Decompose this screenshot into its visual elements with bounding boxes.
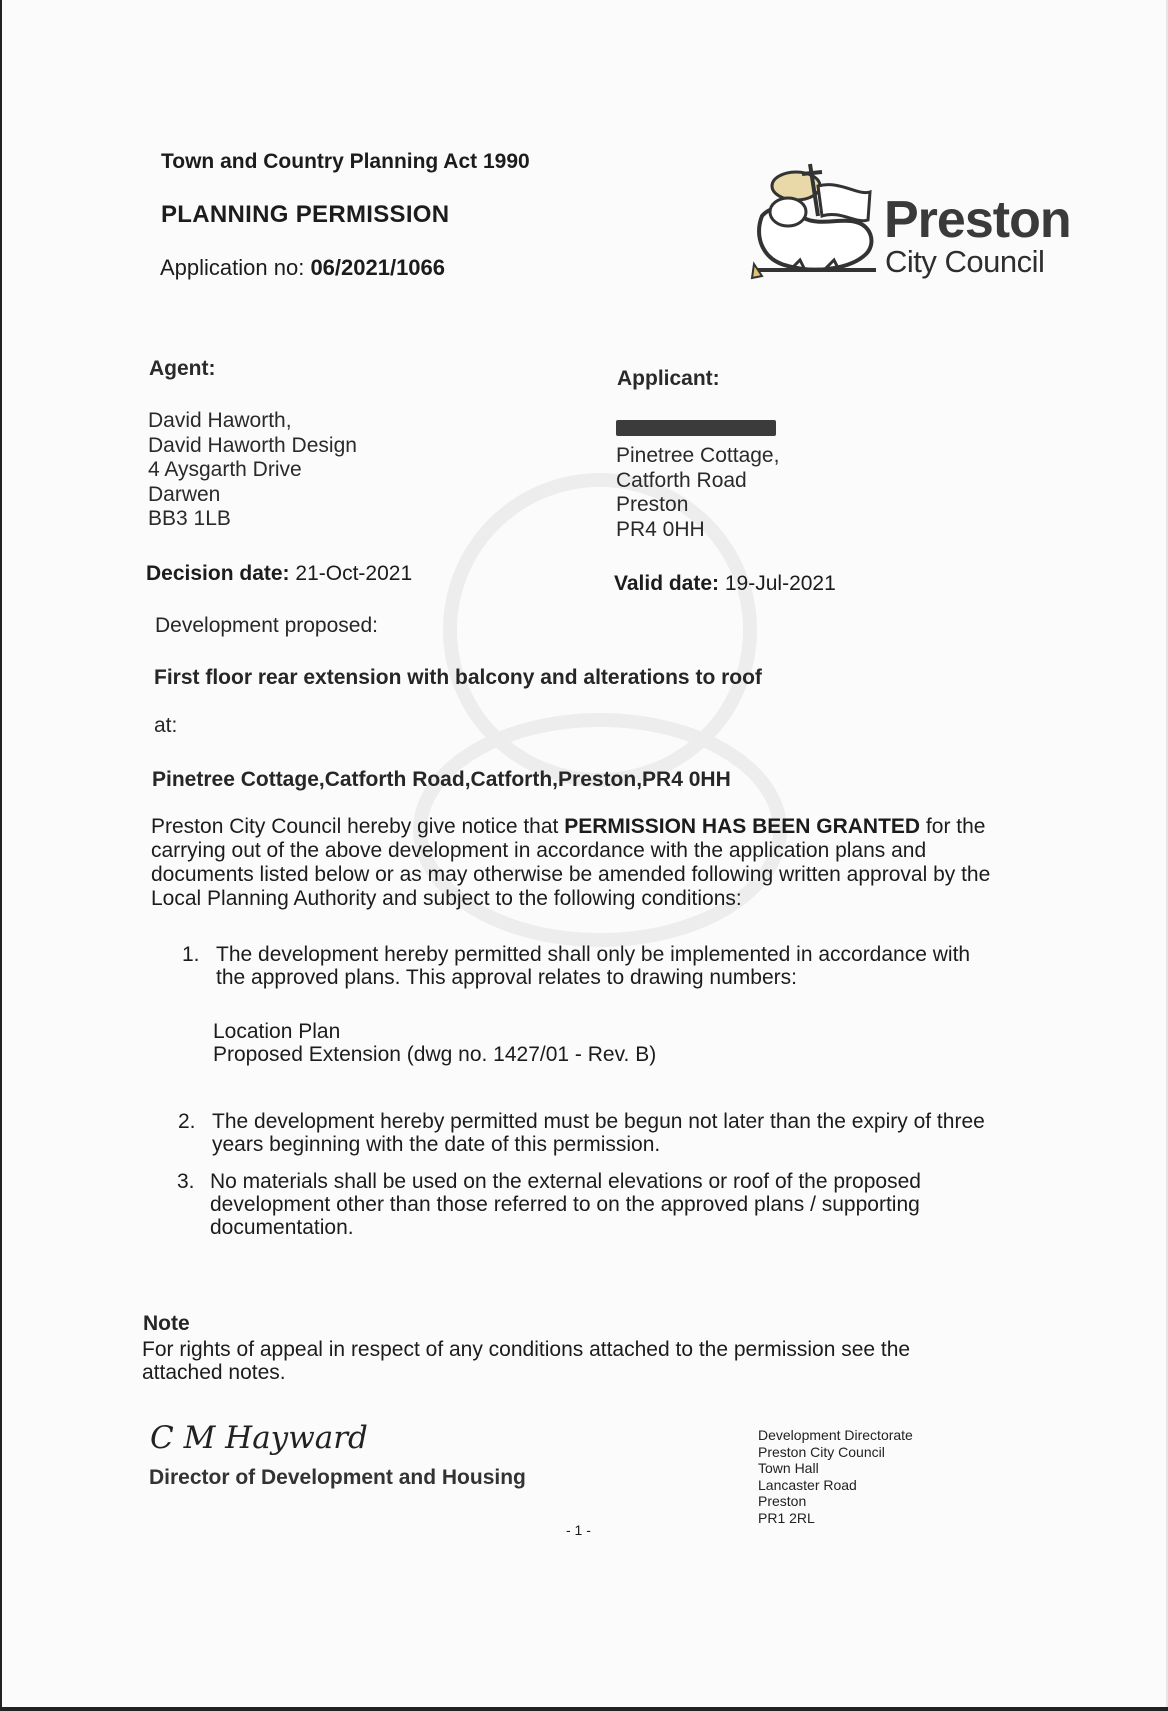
condition-line: The development hereby permitted shall only be implemented in accordance with <box>216 943 971 966</box>
scan-border-left <box>0 0 2 1711</box>
agent-address-line: BB3 1LB <box>148 507 231 530</box>
applicant-address-line: Pinetree Cottage, <box>616 444 780 467</box>
application-number-line <box>160 255 445 281</box>
footer-address <box>758 1427 913 1526</box>
logo-wordmark-city-council: City Council <box>885 244 1045 279</box>
note-heading: Note <box>143 1312 190 1335</box>
agent-address-line: David Haworth Design <box>148 433 357 457</box>
condition-line: documentation. <box>210 1216 354 1239</box>
condition-number: 2. <box>178 1110 196 1133</box>
page-number: - 1 - <box>566 1522 591 1538</box>
note-line: For rights of appeal in respect of any conditions attached to the permission see the <box>142 1338 911 1361</box>
footer-address-line: PR1 2RL <box>758 1509 815 1526</box>
logo-wordmark-preston: Preston <box>884 191 1071 249</box>
agent-address-line: David Haworth, <box>148 409 292 432</box>
act-title: Town and Country Planning Act 1990 <box>161 150 530 173</box>
footer-address-line: Town Hall <box>758 1460 819 1476</box>
valid-date-label: Valid date: <box>614 572 720 595</box>
valid-date-value: 19-Jul-2021 <box>724 572 836 595</box>
drawing-item: Proposed Extension (dwg no. 1427/01 - Rev. B) <box>213 1043 657 1066</box>
agent-address-line: 4 Aysgarth Drive <box>148 458 302 481</box>
condition-line: years beginning with the date of this permission. <box>212 1133 661 1156</box>
notice-text-after: for the carrying out of the above development in accordance with the application plans and documents listed below or as may otherwise be amended following written approval by the Local Planning Authority and subject to the following conditions: <box>151 815 991 910</box>
note-text <box>142 1338 910 1384</box>
development-description: First floor rear extension with balcony and alterations to roof <box>154 666 762 689</box>
condition-number: 3. <box>177 1170 195 1193</box>
signatory-title: Director of Development and Housing <box>149 1466 526 1489</box>
applicant-address-line: PR4 0HH <box>616 517 705 541</box>
condition-text <box>210 1170 921 1239</box>
permission-title: PLANNING PERMISSION <box>161 201 450 228</box>
scan-border-bottom <box>0 1707 1168 1711</box>
at-label: at: <box>154 714 178 737</box>
footer-address-line: Development Directorate <box>758 1427 913 1443</box>
footer-address-line: Lancaster Road <box>758 1476 857 1493</box>
note-line: attached notes. <box>142 1361 286 1384</box>
preston-city-council-logo <box>748 156 1071 286</box>
applicant-address-line: Catforth Road <box>616 468 747 492</box>
footer-address-line: Preston City Council <box>758 1443 885 1460</box>
lamb-emblem-icon <box>748 156 888 286</box>
condition-line: No materials shall be used on the external elevations or roof of the proposed <box>210 1170 921 1193</box>
condition-line: the approved plans. This approval relates to drawing numbers: <box>216 966 797 989</box>
site-address: Pinetree Cottage,Catforth Road,Catforth,Preston,PR4 0HH <box>152 768 731 791</box>
condition-line: The development hereby permitted must be begun not later than the expiry of three <box>212 1110 985 1133</box>
decision-date-label: Decision date: <box>146 562 290 585</box>
redacted-applicant-name <box>616 420 776 436</box>
agent-label: Agent: <box>149 357 216 380</box>
handwritten-signature: C M Hayward <box>150 1420 368 1456</box>
condition-text <box>216 943 970 989</box>
development-proposed-label: Development proposed: <box>155 614 378 637</box>
permission-granted-phrase: PERMISSION HAS BEEN GRANTED <box>564 815 921 838</box>
applicant-address <box>616 444 779 542</box>
decision-date <box>146 562 412 586</box>
drawing-item: Location Plan <box>213 1020 341 1043</box>
application-label: Application no: <box>160 255 311 280</box>
notice-text-before: Preston City Council hereby give notice that <box>151 815 565 838</box>
decision-date-value: 21-Oct-2021 <box>295 562 413 585</box>
condition-text <box>212 1110 985 1156</box>
condition-number: 1. <box>182 943 200 966</box>
condition-line: development other than those referred to on the approved plans / supporting <box>210 1193 920 1216</box>
applicant-address-line: Preston <box>616 493 689 516</box>
permission-notice <box>151 815 1031 911</box>
valid-date <box>614 572 836 596</box>
application-number: 06/2021/1066 <box>310 255 446 280</box>
footer-address-line: Preston <box>758 1493 807 1509</box>
applicant-label: Applicant: <box>617 367 720 390</box>
agent-address <box>148 409 357 532</box>
agent-address-line: Darwen <box>148 482 221 506</box>
drawing-list <box>213 1020 656 1066</box>
